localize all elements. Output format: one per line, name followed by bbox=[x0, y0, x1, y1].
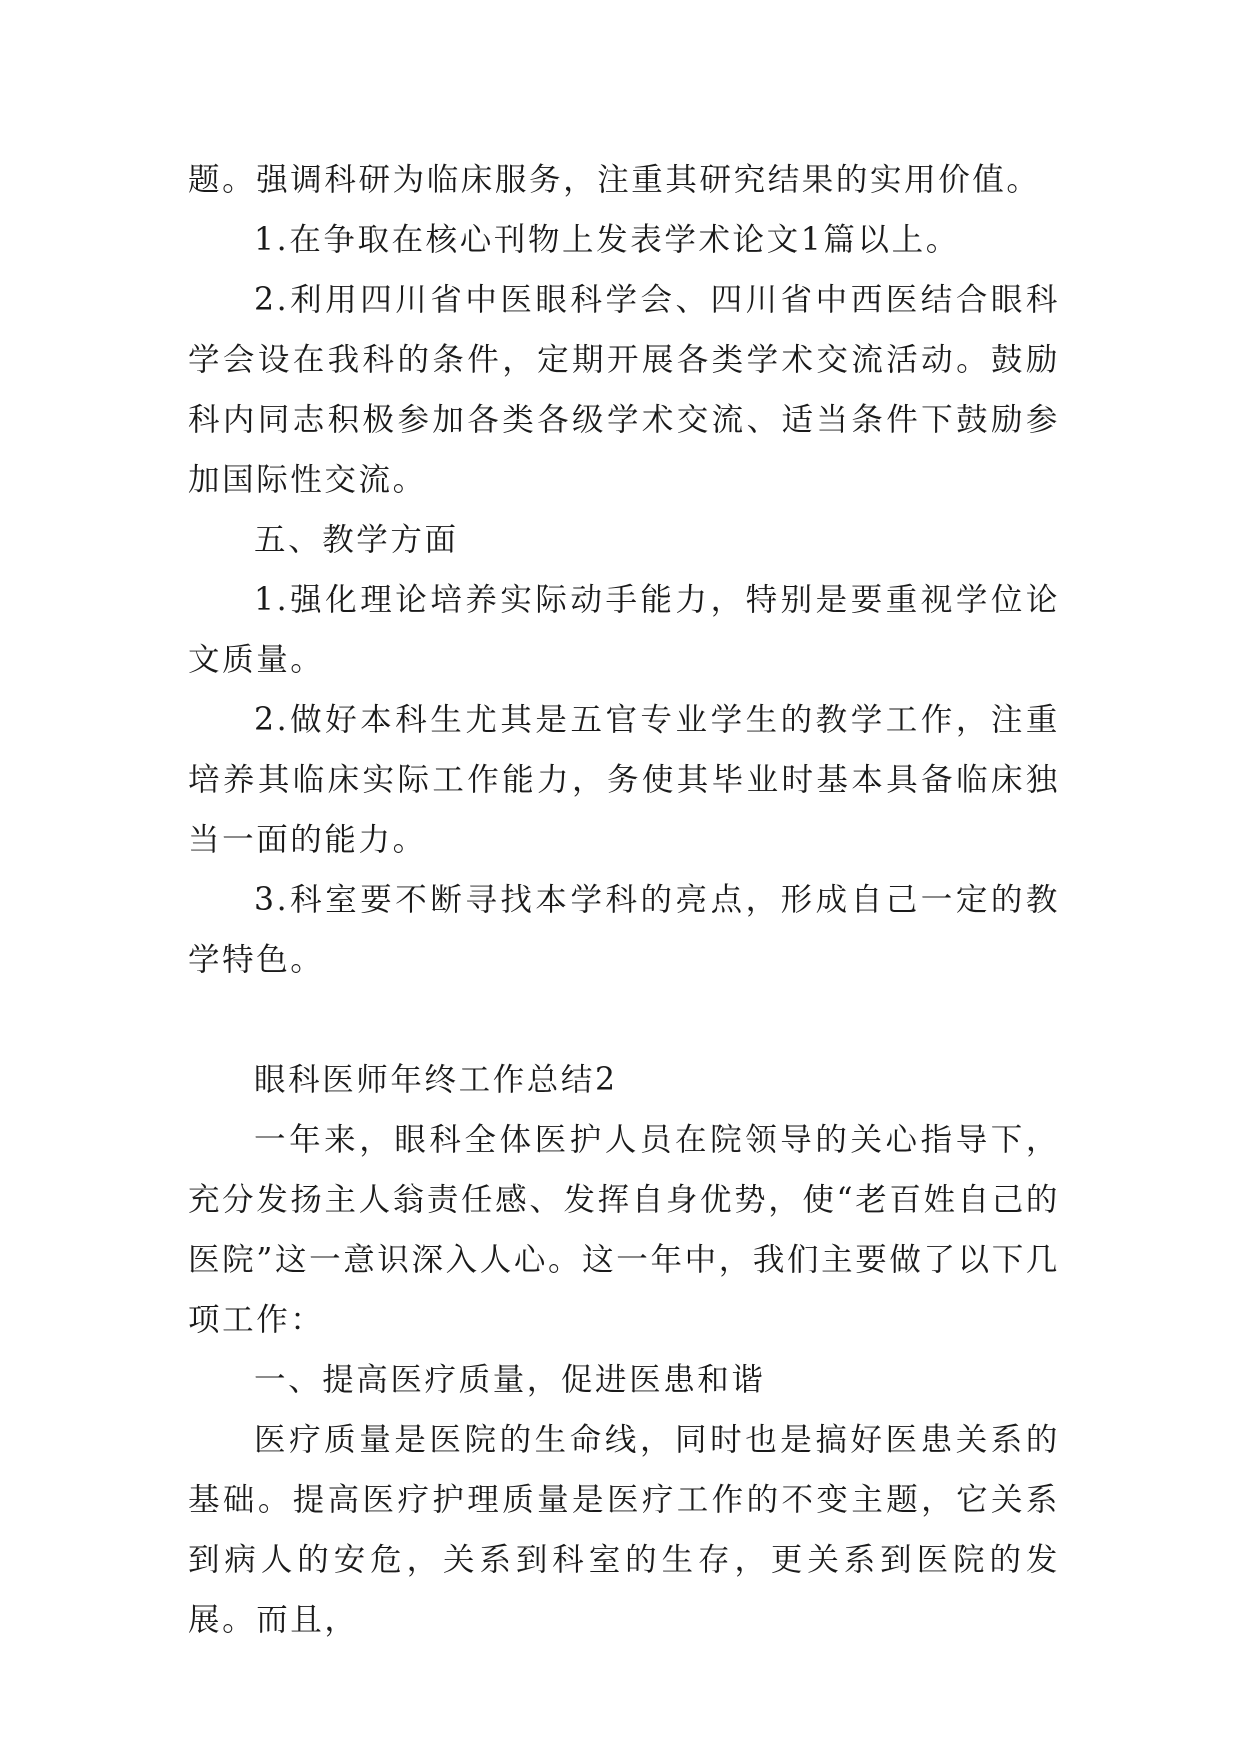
paragraph-item-1: 1.在争取在核心刊物上发表学术论文1篇以上。 bbox=[254, 222, 960, 258]
paragraph-quality: 医疗质量是医院的生命线，同时也是搞好医患关系的基础。提高医疗护理质量是医疗工作的不变主题，它关系到病人的安危，关系到科室的生存，更关系到医院的发展。而且， bbox=[188, 1422, 1060, 1638]
paragraph-teaching-1: 1.强化理论培养实际动手能力，特别是要重视学位论文质量。 bbox=[188, 582, 1060, 678]
document-body bbox=[188, 150, 1060, 1650]
paragraph-teaching-3: 3.科室要不断寻找本学科的亮点，形成自己一定的教学特色。 bbox=[188, 882, 1060, 978]
paragraph-intro: 一年来，眼科全体医护人员在院领导的关心指导下，充分发扬主人翁责任感、发挥自身优势，使“老百姓自己的医院”这一意识深入人心。这一年中，我们主要做了以下几项工作： bbox=[188, 1122, 1060, 1338]
paragraph-teaching-2: 2.做好本科生尤其是五官专业学生的教学工作，注重培养其临床实际工作能力，务使其毕业时基本具备临床独当一面的能力。 bbox=[188, 702, 1060, 858]
paragraph-item-2: 2.利用四川省中医眼科学会、四川省中西医结合眼科学会设在我科的条件，定期开展各类学术交流活动。鼓励科内同志积极参加各类各级学术交流、适当条件下鼓励参加国际性交流。 bbox=[188, 282, 1060, 498]
section-gap bbox=[188, 990, 1060, 1050]
section-heading-quality: 一、提高医疗质量，促进医患和谐 bbox=[254, 1362, 766, 1398]
paragraph-continuation: 题。强调科研为临床服务，注重其研究结果的实用价值。 bbox=[188, 162, 1041, 198]
document-title-2: 眼科医师年终工作总结2 bbox=[254, 1062, 618, 1098]
section-heading-teaching: 五、教学方面 bbox=[254, 522, 459, 558]
